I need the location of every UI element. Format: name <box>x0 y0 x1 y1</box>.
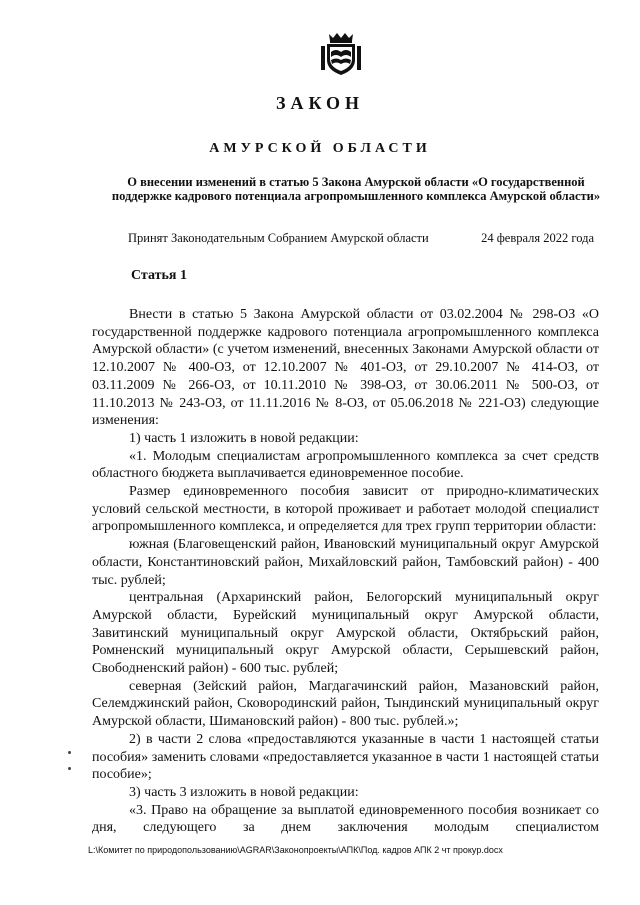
article-paragraph: Внести в статью 5 Закона Амурской области от 03.02.2004 № 298-ОЗ «О государственной поддержке кадрового потенциала агропромышленного комплекса Амурской области» (с учетом изменений, внесенных Законами Амурской области от 12.10.2007 № 400-ОЗ, от 12.10.2007 № 401-ОЗ, от 29.10.2007 № 414-ОЗ, от 03.11.2009 № 266-ОЗ, от 10.11.2010 № 398-ОЗ, от 30.06.2011 № 500-ОЗ, от 11.10.2013 № 243-ОЗ, от 11.11.2016 № 8-ОЗ, от 05.06.2018 № 221-ОЗ) следующие изменения: <box>92 307 599 429</box>
law-subject: О внесении изменений в статью 5 Закона Амурской области «О государственной поддержке кадрового потенциала агропромышленного комплекса Амурской области» <box>111 175 601 203</box>
adoption-line <box>128 231 594 246</box>
article-paragraph: 3) часть 3 изложить в новой редакции: <box>129 784 359 800</box>
region-title: АМУРСКОЙ ОБЛАСТИ <box>209 141 431 156</box>
footer-file-path: L:\Комитет по природопользованию\AGRAR\Законопроекты\АПК\Под. кадров АПК 2 чт прокур.docx <box>88 845 503 855</box>
adopted-date: 24 февраля 2022 года <box>481 231 594 245</box>
article-body <box>92 306 599 837</box>
amur-region-coat-of-arms-icon <box>321 30 361 76</box>
margin-mark <box>68 767 71 770</box>
article-paragraph: 2) в части 2 слова «предоставляются указанные в части 1 настоящей статьи пособия» заменить словами «предоставляется указанное в части 1 настоящей статьи пособие»; <box>92 731 599 783</box>
article-paragraph: центральная (Архаринский район, Белогорский муниципальный округ Амурской области, Бурейский муниципальный округ Амурской области, Завитинский муниципальный округ Амурской области, Октябрьский район, Ромненский муниципальный округ Амурской области, Серышевский район, Свободненский район) - 600 тыс. рублей; <box>92 590 599 677</box>
article-heading: Статья 1 <box>131 268 187 283</box>
article-paragraph: южная (Благовещенский район, Ивановский муниципальный округ Амурской области, Константиновский район, Михайловский район, Тамбовский район) - 400 тыс. рублей; <box>92 537 599 588</box>
article-paragraph: северная (Зейский район, Магдагачинский район, Мазановский район, Селемджинский район, Сковородинский район, Тындинский муниципальный округ Амурской области, Шимановский район) - 800 тыс. рублей.»; <box>92 678 599 730</box>
margin-mark <box>68 751 71 754</box>
article-paragraph: «1. Молодым специалистам агропромышленного комплекса за счет средств областного бюджета выплачивается единовременное пособие. <box>92 448 599 482</box>
law-title: ЗАКОН <box>275 93 365 113</box>
article-paragraph: Размер единовременного пособия зависит от природно-климатических условий сельской местности, в которой проживает и работает молодой специалист агропромышленного комплекса, и определяется для трех групп территории области: <box>92 484 599 535</box>
article-paragraph: 1) часть 1 изложить в новой редакции: <box>129 430 359 446</box>
article-paragraph: «3. Право на обращение за выплатой единовременного пособия возникает со дня, следующего за днем заключения молодым специалистом <box>92 802 599 836</box>
adopted-by: Принят Законодательным Собранием Амурской области <box>128 231 429 245</box>
